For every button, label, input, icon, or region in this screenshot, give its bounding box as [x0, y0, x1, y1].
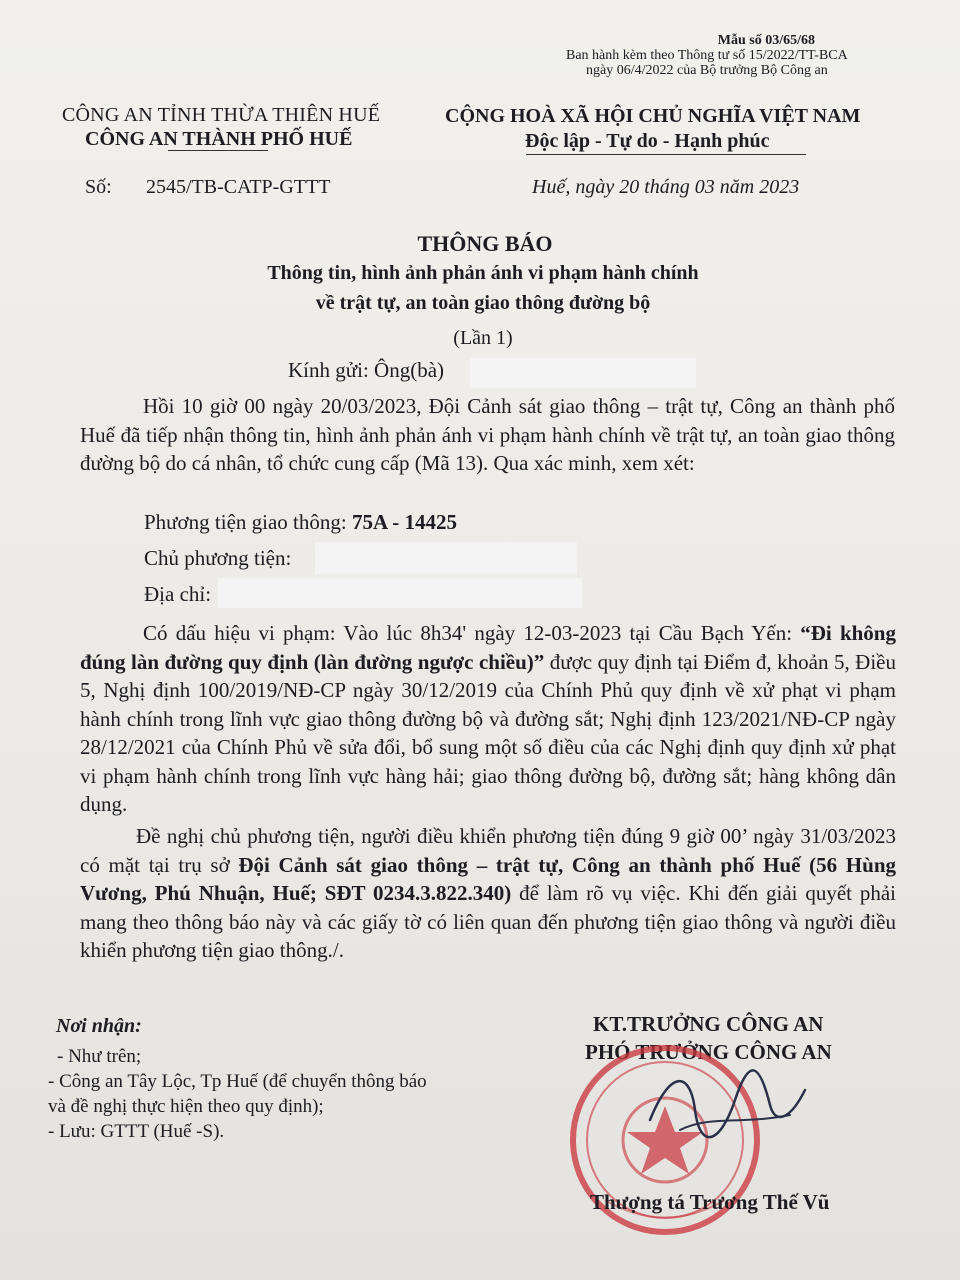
vehicle-label: Phương tiện giao thông:: [144, 510, 347, 534]
agency-parent: CÔNG AN TỈNH THỪA THIÊN HUẾ: [62, 104, 381, 126]
recipient-2b: và đề nghị thực hiện theo quy định);: [48, 1096, 324, 1117]
redacted-name: [470, 358, 696, 388]
vehicle-plate: 75A - 14425: [351, 510, 457, 534]
summons-location: Đội Cảnh sát giao thông – trật tự, Công an thành phố Huế (56 Hùng Vương, Phú Nhuận, Huế; SĐT 0234.3.822.340): [80, 852, 896, 905]
doc-subtitle-2: về trật tự, an toàn giao thông đường bộ: [315, 292, 651, 314]
signer-role-2: PHÓ TRƯỞNG CÔNG AN: [585, 1040, 832, 1064]
form-number: Mẫu số 03/65/68: [717, 33, 815, 48]
agency-name: CÔNG AN THÀNH PHỐ HUẾ: [85, 128, 353, 150]
summons-intro: Đề nghị chủ phương tiện, người điều khiển phương tiện đúng 9 giờ 00’ ngày 31/03/2023 có mặt tại trụ sở: [80, 824, 896, 877]
owner-label: Chủ phương tiện:: [144, 546, 292, 570]
body-paragraph-3: [80, 822, 896, 965]
address-field: [144, 582, 211, 607]
redacted-address: [218, 578, 582, 608]
doc-subtitle-1: Thông tin, hình ảnh phản ánh vi phạm hành chính: [267, 262, 699, 284]
body-paragraph-2: [80, 619, 896, 819]
recipients-title: Nơi nhận:: [56, 1015, 142, 1037]
handwritten-signature: [640, 1060, 810, 1150]
doc-number: 2545/TB-CATP-GTTT: [146, 176, 331, 198]
violation-intro: Có dấu hiệu vi phạm: Vào lúc 8h34' ngày 12-03-2023 tại Cầu Bạch Yến:: [143, 621, 801, 645]
agency-underline: [168, 150, 268, 151]
national-motto: Độc lập - Tự do - Hạnh phúc: [525, 130, 770, 152]
violation-legal-basis: được quy định tại Điểm đ, khoản 5, Điều 5, Nghị định 100/2019/NĐ-CP ngày 30/12/2019 của Chính Phủ quy định về xử phạt vi phạm hành chính trong lĩnh vực giao thông đường bộ và đường sắt; Nghị định 123/2021/NĐ-CP ngày 28/12/2021 của Chính Phủ về sửa đổi, bổ sung một số điều của các Nghị định quy định xử phạt vi phạm hành chính trong lĩnh vực hàng hải; giao thông đường bộ, đường sắt; hàng không dân dụng.: [80, 649, 896, 816]
recipient-1: - Như trên;: [57, 1046, 142, 1067]
body-paragraph-1: Hồi 10 giờ 00 ngày 20/03/2023, Đội Cảnh sát giao thông – trật tự, Công an thành phố Huế đã tiếp nhận thông tin, hình ảnh phản ánh vi phạm hành chính về trật tự, an toàn giao thông đường bộ do cá nhân, tổ chức cung cấp (Mã 13). Qua xác minh, xem xét:: [80, 394, 895, 475]
recipient-2a: - Công an Tây Lộc, Tp Huế (để chuyển thông báo: [48, 1071, 427, 1092]
summons-instructions: để làm rõ vụ việc. Khi đến giải quyết phải mang theo thông báo này và các giấy tờ có liên quan đến phương tiện giao thông và người điều khiển phương tiện giao thông./.: [80, 881, 896, 962]
motto-underline: [526, 154, 806, 155]
notice-count: (Lần 1): [453, 327, 513, 349]
signer-role-1: KT.TRƯỞNG CÔNG AN: [593, 1012, 824, 1036]
signer-name: Thượng tá Trương Thế Vũ: [590, 1190, 830, 1214]
redacted-owner: [315, 542, 577, 574]
country-name: CỘNG HOÀ XÃ HỘI CHỦ NGHĨA VIỆT NAM: [445, 105, 861, 127]
vehicle-field: [144, 510, 457, 535]
doc-number-label: Số:: [85, 176, 112, 198]
form-issued-date: ngày 06/4/2022 của Bộ trưởng Bộ Công an: [586, 63, 828, 78]
owner-field: [144, 546, 291, 571]
form-issued-with: Ban hành kèm theo Thông tư số 15/2022/TT-BCA: [566, 48, 848, 63]
violation-description: “Đi không đúng làn đường quy định (làn đường ngược chiều)”: [80, 621, 896, 674]
doc-title: THÔNG BÁO: [417, 231, 553, 256]
address-label: Địa chỉ:: [144, 582, 212, 606]
greeting-label: Kính gửi: Ông(bà): [288, 358, 445, 382]
recipient-3: - Lưu: GTTT (Huế -S).: [48, 1121, 225, 1142]
place-date: Huế, ngày 20 tháng 03 năm 2023: [532, 176, 800, 198]
